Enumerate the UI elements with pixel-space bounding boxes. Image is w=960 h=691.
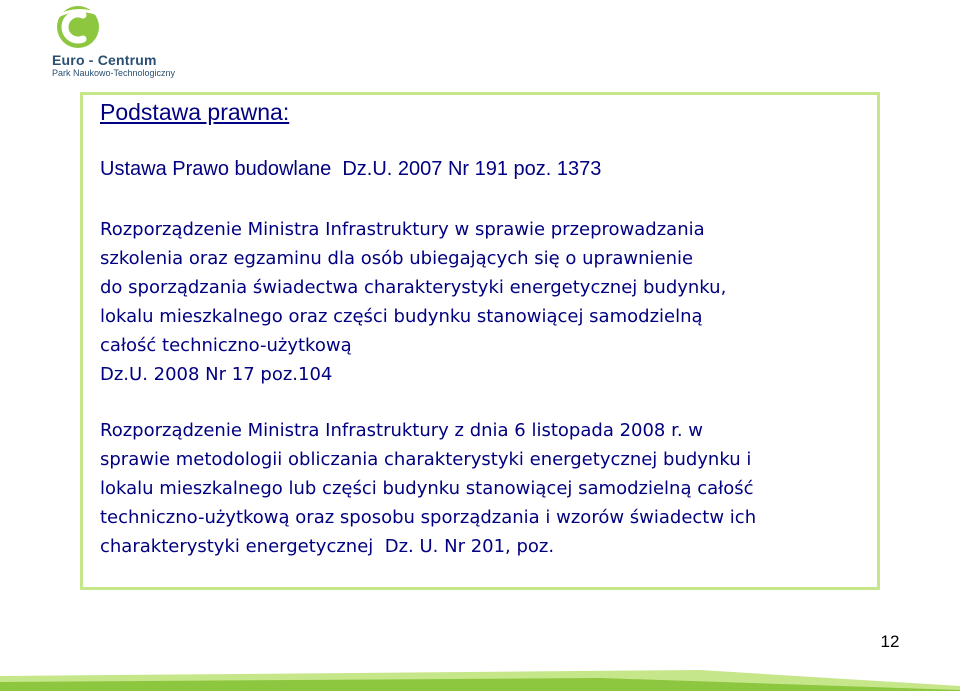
- logo-subtitle: Park Naukowo-Technologiczny: [52, 68, 176, 78]
- regulation-methodology: Rozporządzenie Ministra Infrastruktury z dnia 6 listopada 2008 r. w sprawie metodologii obliczania charakterystyki energetycznej budynku i lokalu mieszkalnego lub części budynku stanowiącej samodzielną całość techniczno-użytkową oraz sposobu sporządzania i wzorów świadectw ich charakterystyki energetycznej Dz. U. Nr 201, poz.: [100, 420, 757, 557]
- logo-name: Euro - Centrum: [52, 52, 157, 68]
- footer-decorative-band: [0, 662, 960, 691]
- regulation-training-exam: Rozporządzenie Ministra Infrastruktury w sprawie przeprowadzania szkolenia oraz egzaminu dla osób ubiegających się o uprawnienie do sporządzania świadectwa charakterystyki energetycznej budynku, lokalu mieszkalnego oraz części budynku stanowiącej samodzielną całość techniczno-użytkową Dz.U. 2008 Nr 17 poz.104: [100, 219, 727, 385]
- euro-centrum-logo: [50, 4, 200, 78]
- heading-podstawa-prawna: Podstawa prawna:: [100, 99, 290, 125]
- euro-centrum-emblem-icon: [50, 4, 106, 50]
- page-number: 12: [880, 632, 900, 651]
- construction-law-reference: Ustawa Prawo budowlane Dz.U. 2007 Nr 191 poz. 1373: [100, 158, 602, 180]
